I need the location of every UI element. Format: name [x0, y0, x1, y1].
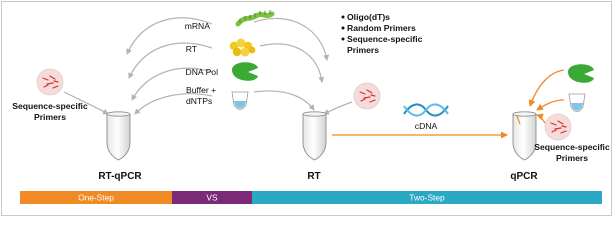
- mrna-label: mRNA: [184, 21, 210, 31]
- left-primers-icon: [37, 69, 63, 95]
- left-primers-label-line2: Primers: [33, 112, 67, 122]
- right-primers-label-line2: Primers: [555, 153, 589, 163]
- middle-reagent-arrows: [254, 18, 352, 114]
- rt-title: RT: [307, 171, 321, 182]
- primer-option-sequence-specific: Sequence-specific: [347, 34, 423, 44]
- buffer-tube-icon: [232, 92, 248, 110]
- cdna-helix-icon: [404, 104, 448, 115]
- arrow-buffer-to-rt: [254, 91, 314, 110]
- arrow-buffer-to-qpcr: [537, 100, 564, 110]
- reverse-transcriptase-icon: [230, 39, 256, 57]
- rt-tube: [303, 112, 326, 160]
- rt-qpcr-tube: [107, 112, 130, 160]
- qpcr-title: qPCR: [510, 171, 538, 182]
- middle-primers-icon: [354, 83, 380, 109]
- diagram-frame: [1, 1, 612, 216]
- workflow-comparison-bar: [20, 191, 602, 204]
- arrow-primers-to-rt: [324, 102, 352, 114]
- primer-options-list: [342, 12, 423, 55]
- rt-qpcr-title: RT-qPCR: [98, 171, 142, 182]
- cdna-label: cDNA: [414, 121, 438, 131]
- workflow-diagram: [2, 2, 611, 215]
- buffer-label-line1: Buffer +: [186, 85, 217, 95]
- qpcr-polymerase-icon: [568, 64, 594, 83]
- rt-enzyme-label: RT: [185, 44, 197, 54]
- primer-option-oligo-dt: Oligo(dT)s: [347, 12, 390, 22]
- left-primers-label-line1: Sequence-specific: [12, 101, 88, 111]
- arrow-primers-to-qpcr: [537, 115, 545, 123]
- vs-label: VS: [206, 192, 218, 203]
- two-step-label: Two-Step: [409, 192, 445, 203]
- arrow-mrna-to-rt: [254, 18, 327, 60]
- cdna-transfer: [332, 104, 507, 135]
- qpcr-buffer-tube-icon: [569, 94, 585, 112]
- dna-pol-label: DNA Pol: [185, 67, 218, 77]
- primer-option-sequence-specific-cont: Primers: [347, 45, 380, 55]
- right-primers-icon: [545, 114, 571, 140]
- one-step-label: One-Step: [78, 192, 114, 203]
- qpcr-tube: [513, 112, 536, 160]
- arrow-rt-to-rt: [260, 44, 322, 82]
- right-primers-label-line1: Sequence-specific: [534, 142, 610, 152]
- primer-option-random: Random Primers: [347, 23, 416, 33]
- dna-polymerase-icon: [232, 62, 258, 81]
- buffer-label-line2: dNTPs: [186, 96, 213, 106]
